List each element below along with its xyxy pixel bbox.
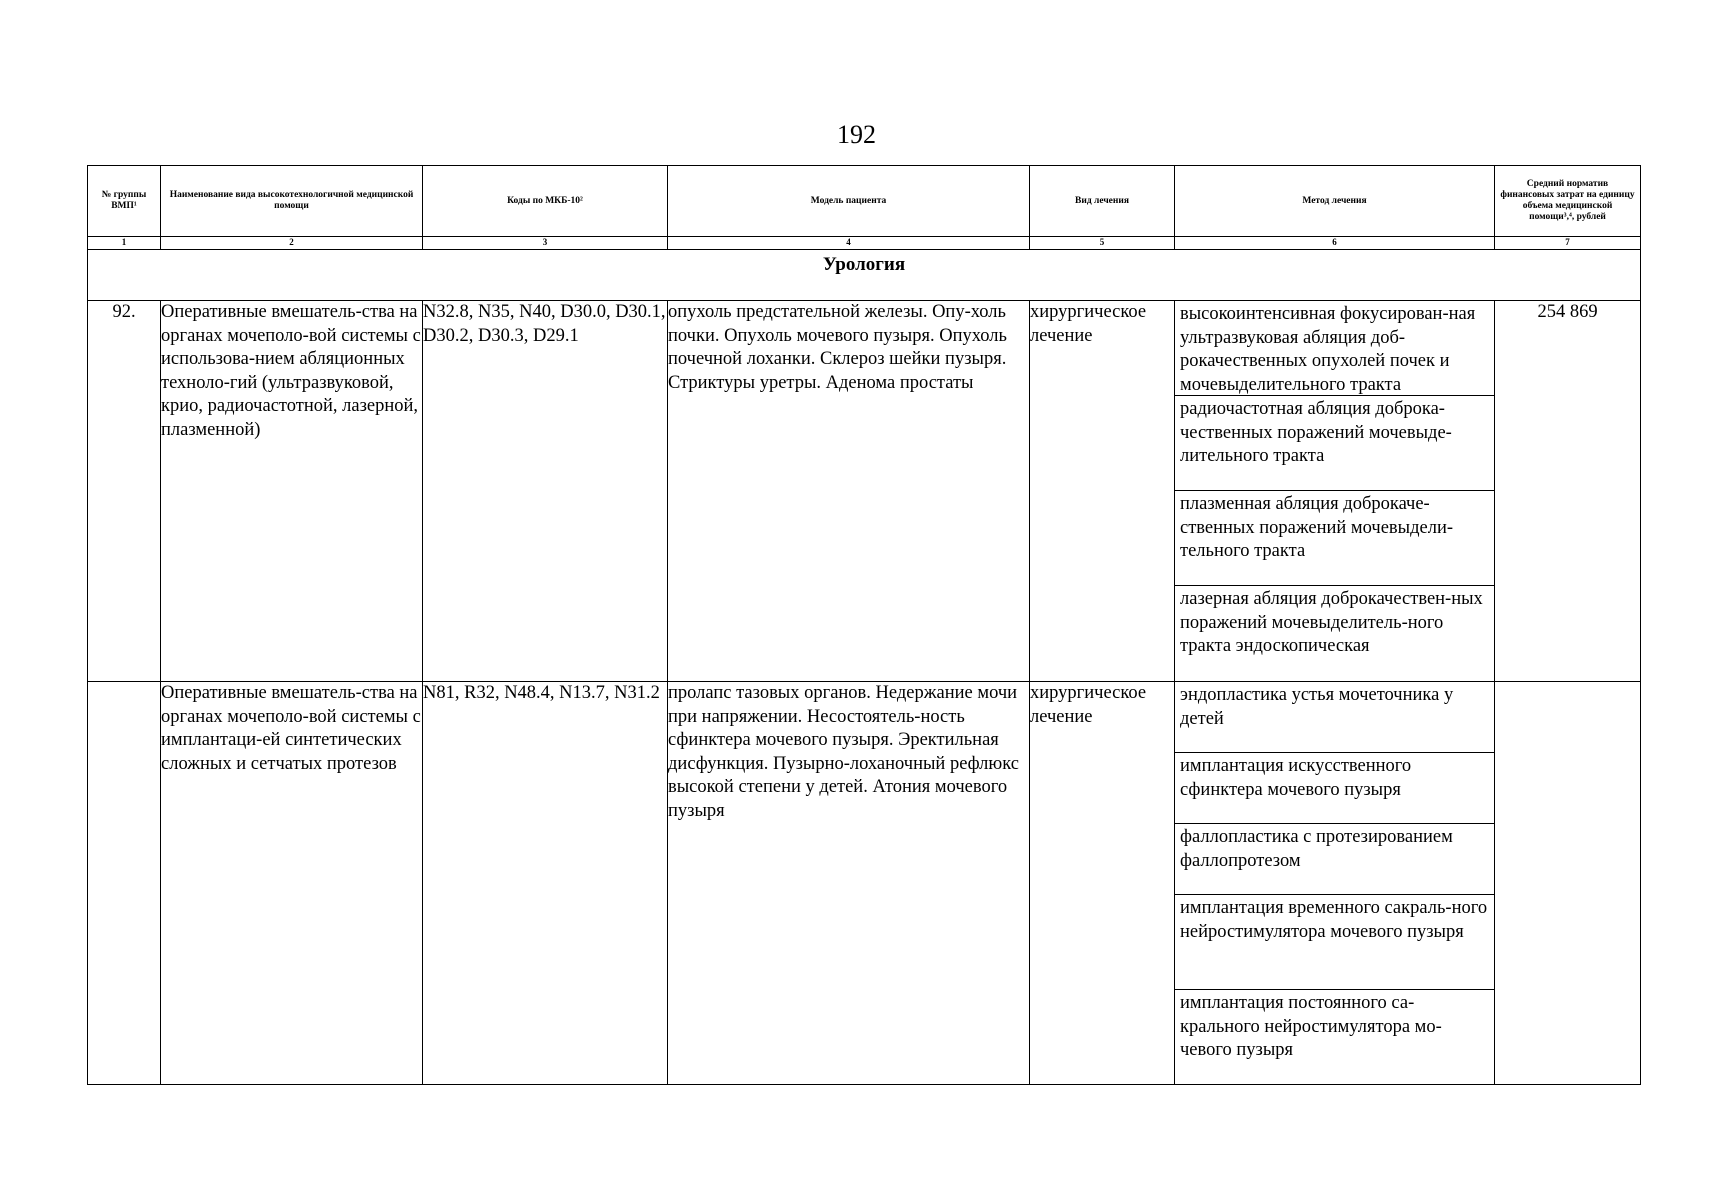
column-number: 4 [668,237,1030,250]
treatment-type: хирургическое лечение [1030,301,1175,682]
page-number: 192 [837,120,876,149]
vmp-table [87,165,1641,1085]
icd-codes: N32.8, N35, N40, D30.0, D30.1, D30.2, D30.3, D29.1 [423,301,668,682]
average-cost: 254 869 [1495,301,1641,682]
treatment-methods [1175,682,1495,1085]
header-treatment-type: Вид лечения [1030,166,1175,237]
treatment-method: радиочастотная абляция доброка-чественных поражений мочевыде-лительного тракта [1175,396,1494,491]
treatment-method: фаллопластика с протезированием фаллопротезом [1175,824,1494,895]
header-group-number: № группы ВМП¹ [88,166,161,237]
column-number: 1 [88,237,161,250]
average-cost [1495,682,1641,1085]
treatment-method: имплантация искусственного сфинктера мочевого пузыря [1175,753,1494,824]
header-patient-model: Модель пациента [668,166,1030,237]
group-number: 92. [88,301,161,682]
treatment-method: высокоинтенсивная фокусирован-ная ультразвуковая абляция доб-рокачественных опухолей почек и мочевыделительного тракта [1175,301,1494,396]
treatment-type: хирургическое лечение [1030,682,1175,1085]
header-treatment-method: Метод лечения [1175,166,1495,237]
table-row [88,301,1641,682]
header-care-type-name: Наименование вида высокотехнологичной медицинской помощи [161,166,423,237]
treatment-methods [1175,301,1495,682]
treatment-method: плазменная абляция доброкаче-ственных поражений мочевыдели-тельного тракта [1175,491,1494,586]
column-number: 3 [423,237,668,250]
patient-model: опухоль предстательной железы. Опу-холь почки. Опухоль мочевого пузыря. Опухоль почечной лоханки. Склероз шейки пузыря. Стриктуры уретры. Аденома простаты [668,301,1030,682]
treatment-method: имплантация постоянного са-крального нейростимулятора мо-чевого пузыря [1180,993,1442,1060]
section-row [88,250,1641,301]
treatment-method: эндопластика устья мочеточника у детей [1175,682,1494,753]
treatment-method: имплантация временного сакраль-ного нейростимулятора мочевого пузыря [1175,895,1494,990]
treatment-method: лазерная абляция доброкачествен-ных поражений мочевыделитель-ного тракта эндоскопическая [1180,589,1483,656]
patient-model: пролапс тазовых органов. Недержание мочи при напряжении. Несостоятель-ность сфинктера мочевого пузыря. Эректильная дисфункция. Пузырно-лоханочный рефлюкс высокой степени у детей. Атония мочевого пузыря [668,682,1030,1085]
section-title: Урология [88,250,1641,301]
care-type-name: Оперативные вмешатель-ства на органах мочеполо-вой системы с имплантаци-ей синтетических сложных и сетчатых протезов [161,682,423,1085]
column-number: 5 [1030,237,1175,250]
header-row [88,166,1641,237]
column-number-row [88,237,1641,250]
care-type-name: Оперативные вмешатель-ства на органах мочеполо-вой системы с использова-нием абляционных техноло-гий (ультразвуковой, крио, радиочастотной, лазерной, плазменной) [161,301,423,682]
column-number: 7 [1495,237,1641,250]
group-number [88,682,161,1085]
header-icd-codes: Коды по МКБ-10² [423,166,668,237]
column-number: 2 [161,237,423,250]
header-average-cost: Средний норматив финансовых затрат на единицу объема медицинской помощи³,⁴, рублей [1495,166,1641,237]
table-row [88,682,1641,1085]
icd-codes: N81, R32, N48.4, N13.7, N31.2 [423,682,668,1085]
column-number: 6 [1175,237,1495,250]
